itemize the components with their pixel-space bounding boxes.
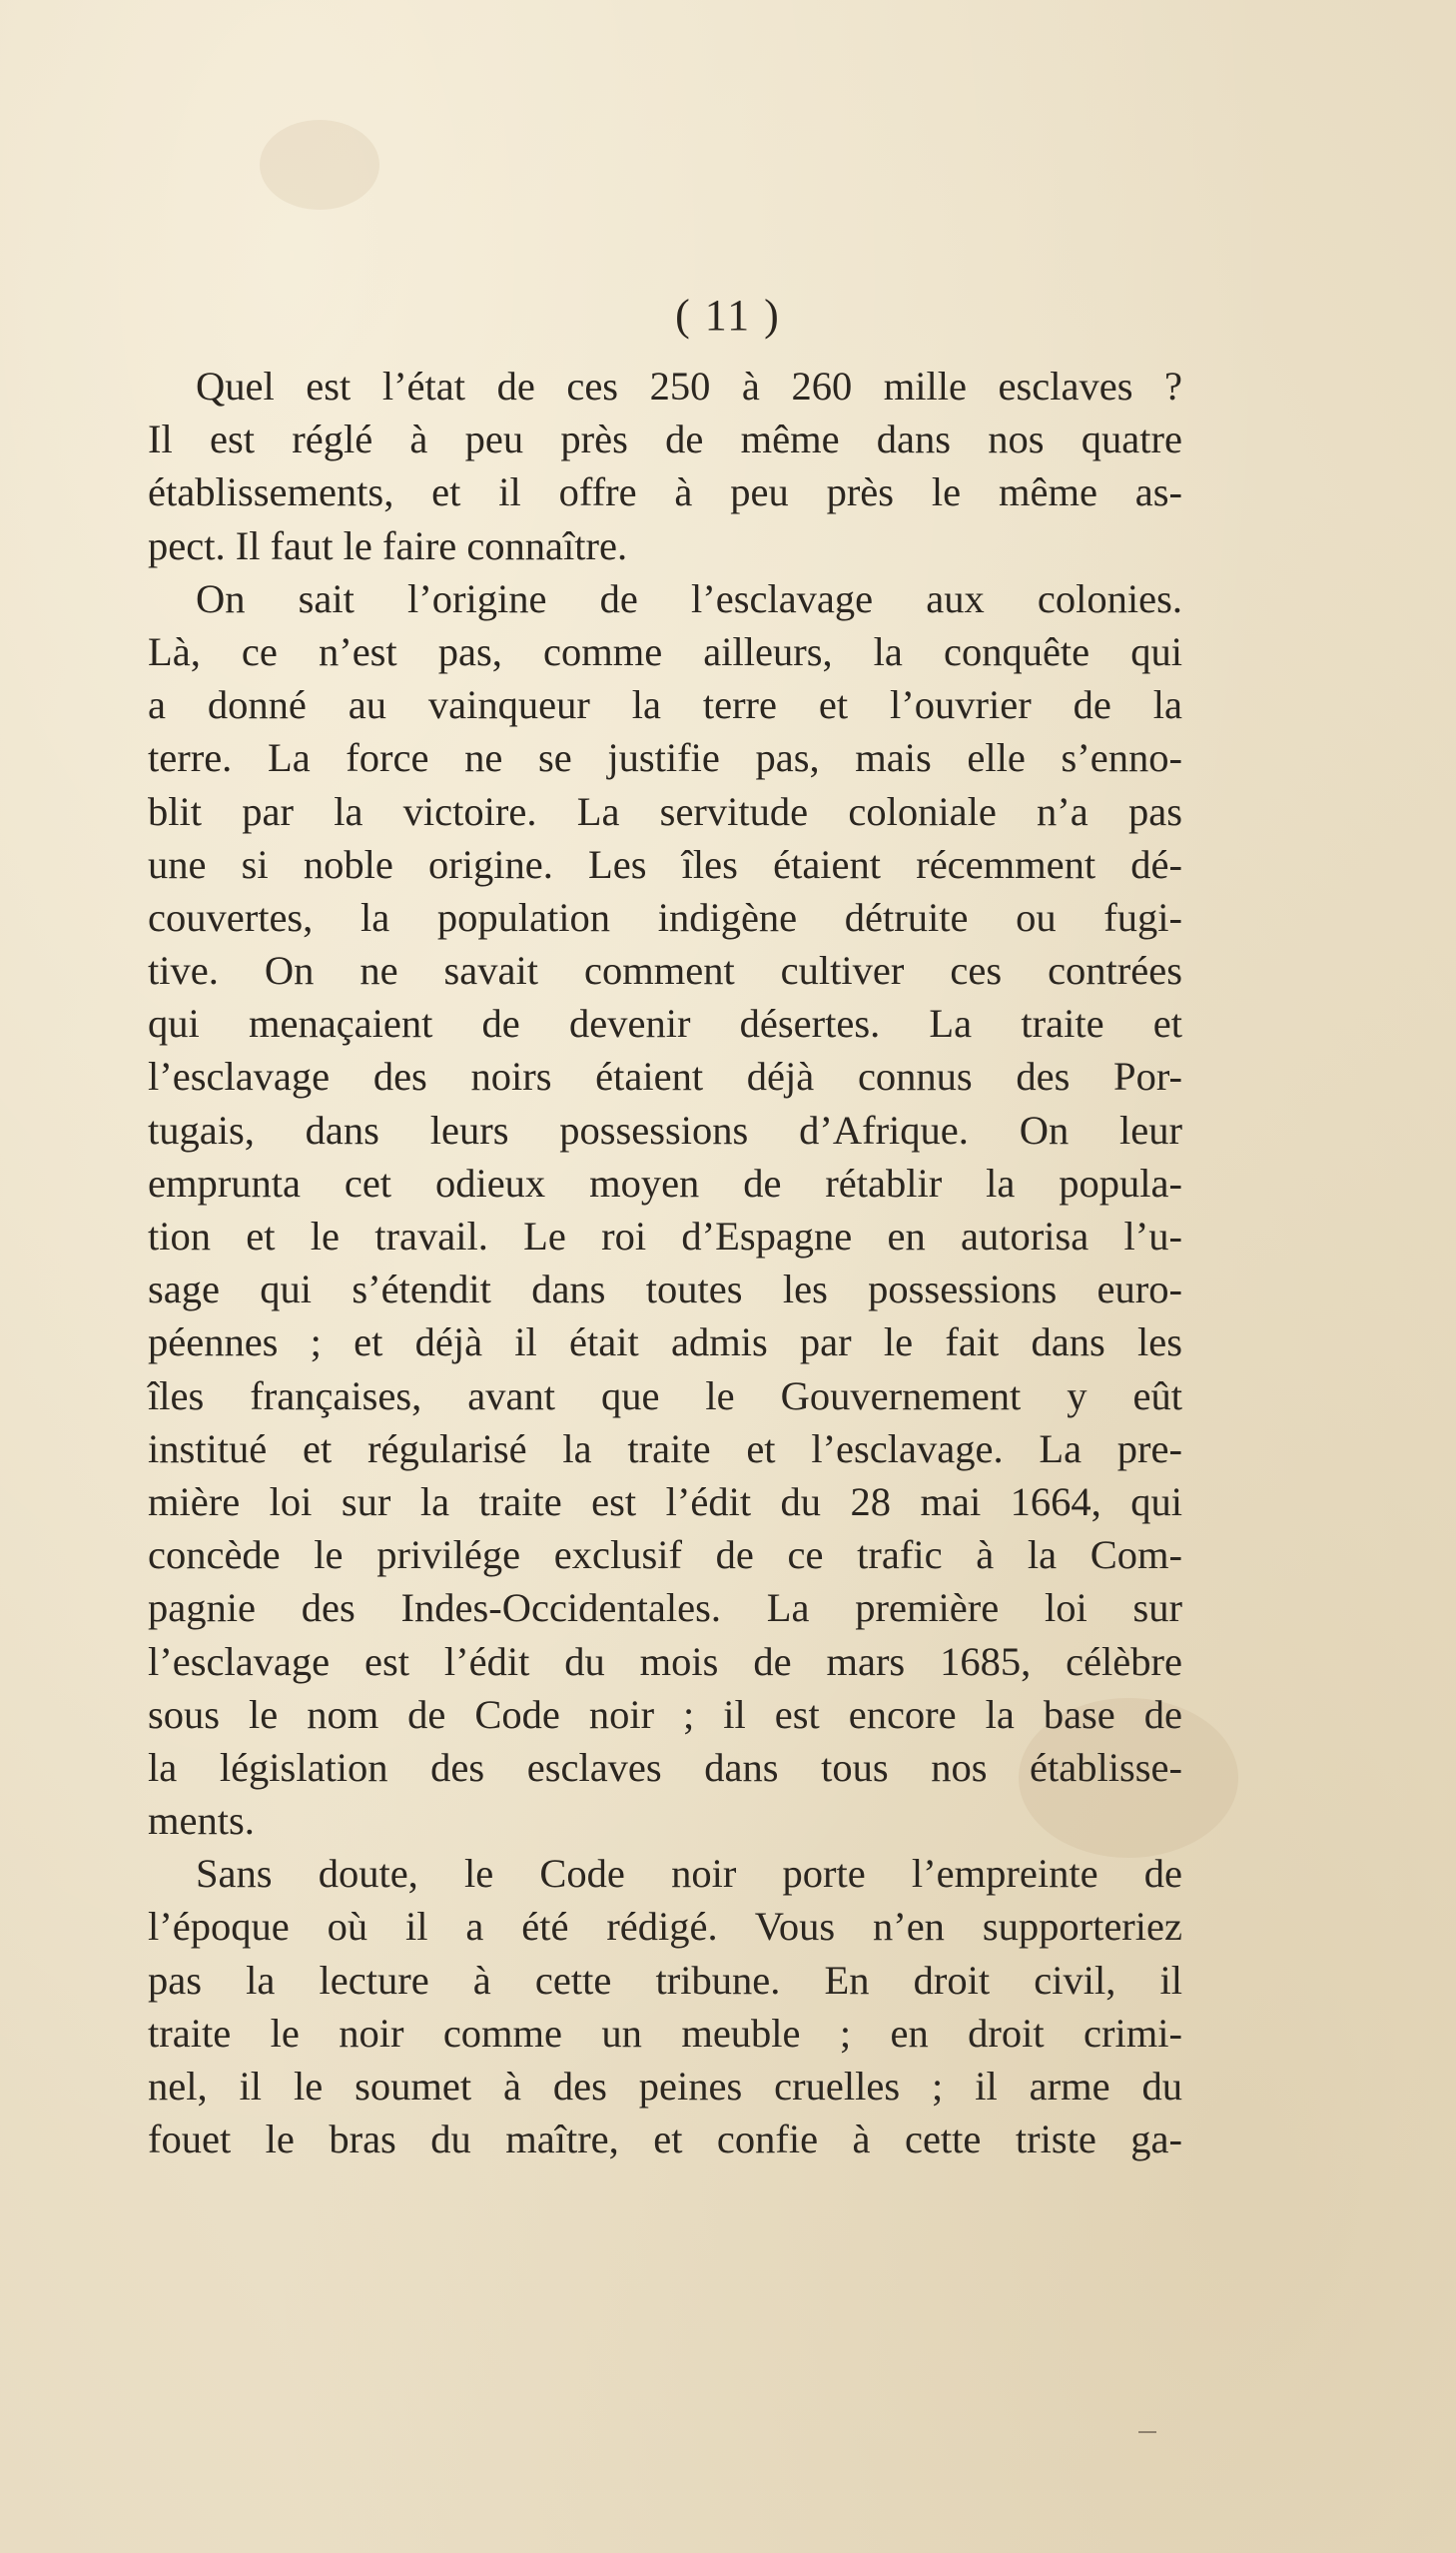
- text-line: sous le nom de Code noir ; il est encore la base de: [148, 1691, 1182, 1737]
- text-line: pagnie des Indes-Occidentales. La première loi sur: [148, 1585, 1182, 1631]
- text-line: une si noble origine. Les îles étaient récemment dé-: [148, 841, 1182, 887]
- text-line: îles françaises, avant que le Gouvernement y eût: [148, 1372, 1182, 1418]
- text-line: l’esclavage des noirs étaient déjà connus des Por-: [148, 1054, 1182, 1100]
- text-line: l’esclavage est l’édit du mois de mars 1685, célèbre: [148, 1638, 1182, 1684]
- body-text: [148, 360, 1182, 2165]
- text-line: concède le privilége exclusif de ce trafic à la Com-: [148, 1532, 1182, 1578]
- text-line: pas la lecture à cette tribune. En droit civil, il: [148, 1957, 1182, 2003]
- text-line: Là, ce n’est pas, comme ailleurs, la conquête qui: [148, 628, 1182, 674]
- text-line: la législation des esclaves dans tous nos établisse-: [148, 1744, 1182, 1790]
- text-line: établissements, et il offre à peu près le même as-: [148, 469, 1182, 515]
- text-line: institué et régularisé la traite et l’esclavage. La pre-: [148, 1425, 1182, 1471]
- text-line: tion et le travail. Le roi d’Espagne en autorisa l’u-: [148, 1214, 1182, 1259]
- text-line: traite le noir comme un meuble ; en droit crimi-: [148, 2010, 1182, 2056]
- text-line: On sait l’origine de l’esclavage aux colonies.: [196, 575, 1182, 621]
- text-line: Sans doute, le Code noir porte l’empreinte de: [196, 1851, 1182, 1897]
- page-number: ( 11 ): [675, 291, 781, 340]
- margin-mark: [1138, 2431, 1156, 2433]
- text-line: fouet le bras du maître, et confie à cette triste ga-: [148, 2117, 1182, 2162]
- text-line: couvertes, la population indigène détruite ou fugi-: [148, 894, 1182, 940]
- text-line: Il est réglé à peu près de même dans nos quatre: [148, 417, 1182, 462]
- text-line: blit par la victoire. La servitude coloniale n’a pas: [148, 788, 1182, 834]
- text-line: nel, il le soumet à des peines cruelles ; il arme du: [148, 2064, 1182, 2109]
- text-line: emprunta cet odieux moyen de rétablir la popula-: [148, 1160, 1182, 1206]
- text-line: Quel est l’état de ces 250 à 260 mille esclaves ?: [196, 364, 1182, 409]
- text-line: pect. Il faut le faire connaître.: [148, 522, 628, 568]
- paper-stain: [260, 120, 379, 210]
- text-line: terre. La force ne se justifie pas, mais elle s’enno-: [148, 735, 1182, 781]
- text-line: sage qui s’étendit dans toutes les possessions euro-: [148, 1267, 1182, 1312]
- text-line: tugais, dans leurs possessions d’Afrique. On leur: [148, 1107, 1182, 1153]
- text-line: tive. On ne savait comment cultiver ces contrées: [148, 948, 1182, 994]
- text-line: l’époque où il a été rédigé. Vous n’en supporteriez: [148, 1904, 1182, 1950]
- text-line: qui menaçaient de devenir désertes. La traite et: [148, 1001, 1182, 1047]
- text-line: a donné au vainqueur la terre et l’ouvrier de la: [148, 682, 1182, 728]
- text-line: mière loi sur la traite est l’édit du 28 mai 1664, qui: [148, 1478, 1182, 1524]
- text-line: ments.: [148, 1798, 255, 1844]
- text-line: péennes ; et déjà il était admis par le fait dans les: [148, 1319, 1182, 1365]
